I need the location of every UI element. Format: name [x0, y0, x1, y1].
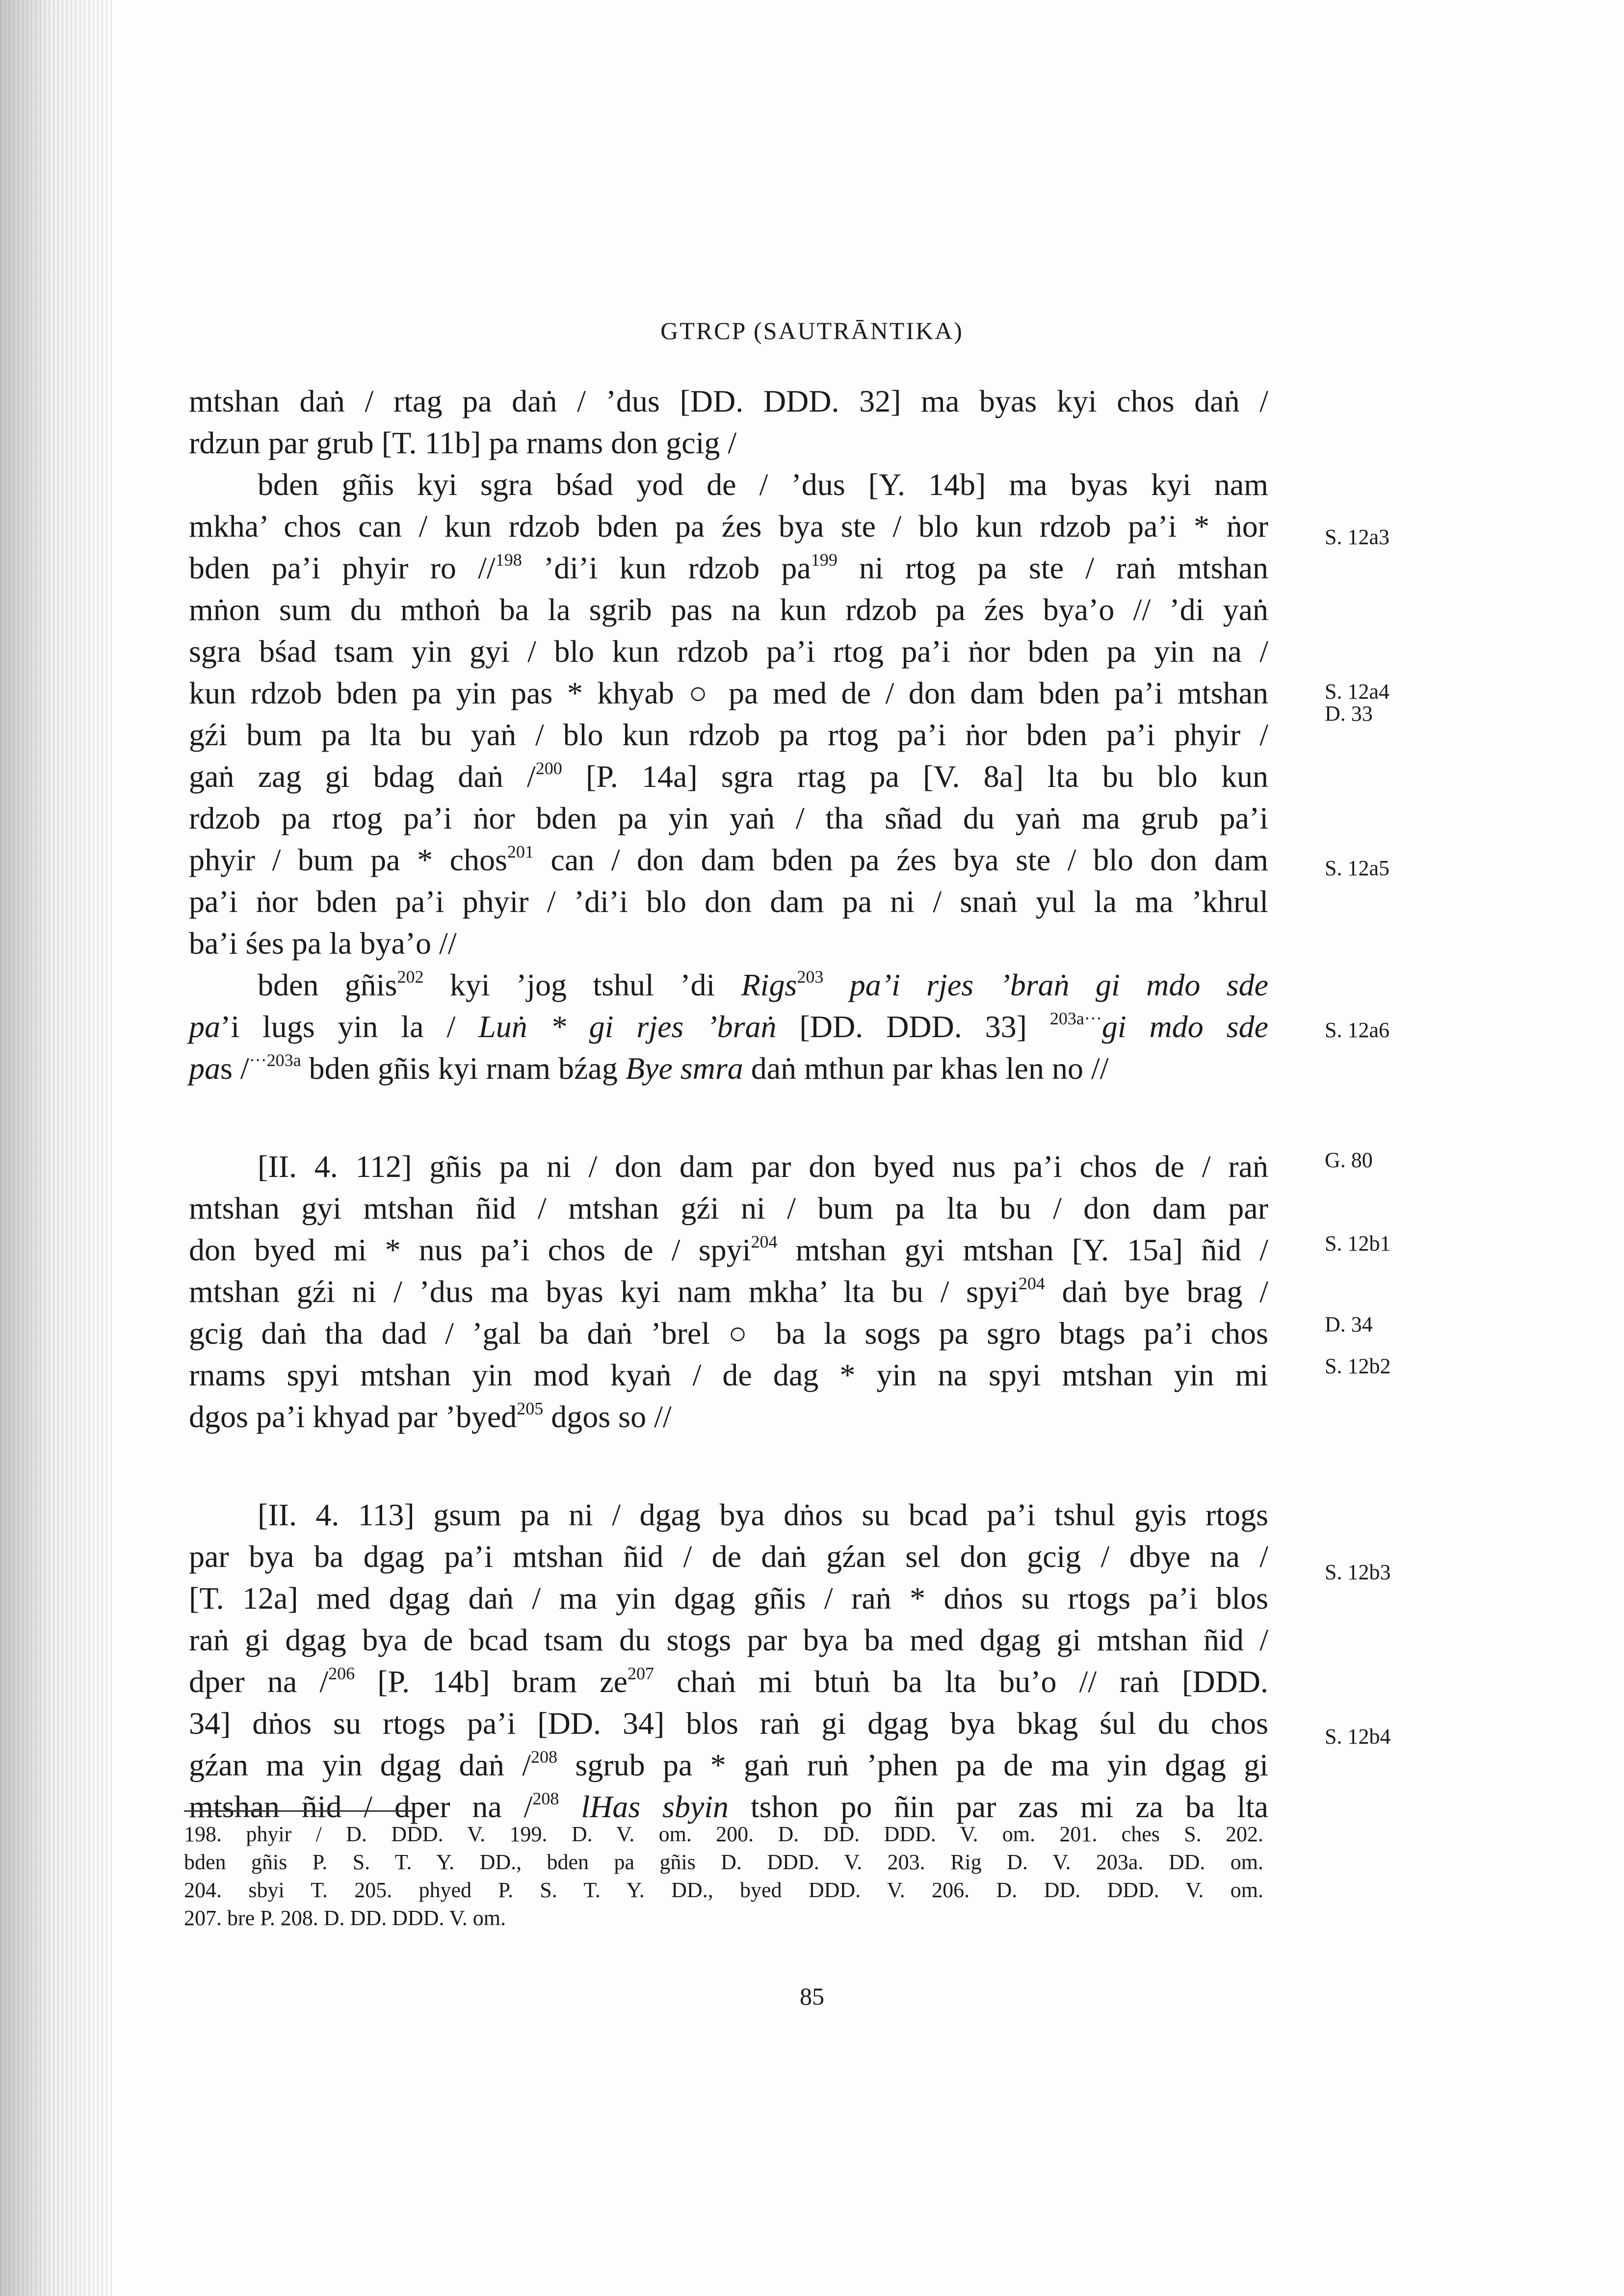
text-span: phyir / bum pa * chos [189, 842, 507, 877]
margin-ref: S. 12b2 [1325, 1354, 1391, 1378]
margin-ref: S. 12a5 [1325, 856, 1389, 880]
footnote-ref: 204 [1018, 1274, 1045, 1293]
footnote-ref: 204 [751, 1232, 778, 1252]
footnote-ref: 199 [811, 550, 838, 570]
text-line: sgra bśad tsam yin gyi / blo kun rdzob pa’i rtog pa’i ṅor bden pa yin na / [189, 634, 1268, 669]
text-span: gźan ma yin dgag daṅ / [189, 1748, 531, 1782]
text-span: tshon po ñin par zas mi za ba lta [729, 1789, 1268, 1824]
margin-ref: S. 12b1 [1325, 1231, 1391, 1255]
text-span: [P. 14b] bram ze [355, 1664, 628, 1699]
text-line [189, 1661, 1268, 1702]
italic-name: lHas sbyin [559, 1789, 729, 1824]
paragraph-gap [189, 1437, 1268, 1494]
text-span: bden gñis [258, 967, 397, 1002]
text-line: mtshan daṅ / rtag pa daṅ / ’dus [DD. DDD. 32] ma byas kyi chos daṅ / [189, 384, 1268, 418]
footnote-line: bden gñis P. S. T. Y. DD., bden pa gñis D. DDD. V. 203. Rig D. V. 203a. DD. om. [184, 1850, 1263, 1874]
footnote-line: 198. phyir / D. DDD. V. 199. D. V. om. 200. D. DD. DDD. V. om. 201. ches S. 202. [184, 1822, 1263, 1846]
text-line: gźi bum pa lta bu yaṅ / blo kun rdzob pa rtog pa’i ṅor bden pa’i phyir / [189, 717, 1268, 752]
text-line: ba’i śes pa la bya’o // [189, 926, 457, 961]
footnote-ref: 201 [507, 842, 534, 861]
text-span: daṅ mthun par khas len no // [743, 1051, 1109, 1086]
text-span: mtshan gyi mtshan [Y. 15a] ñid / [777, 1232, 1269, 1267]
text-line [189, 547, 1268, 589]
text-span: kyi ’jog tshul ’di [423, 967, 741, 1002]
text-line [189, 1006, 1268, 1047]
text-line: gcig daṅ tha dad / ’gal ba daṅ ’brel ○ ba la sogs pa sgro btags pa’i chos [189, 1316, 1268, 1351]
text-line: [II. 4. 113] gsum pa ni / dgag bya dṅos su bcad pa’i tshul gyis rtogs [258, 1497, 1268, 1532]
body-text [189, 380, 1268, 1827]
footnote-ref: ···203a [249, 1050, 301, 1070]
text-span: chaṅ mi btuṅ ba lta bu’o // raṅ [DDD. [654, 1664, 1269, 1699]
footnote-ref: 203 [797, 967, 824, 987]
text-span: mtshan gźi ni / ’dus ma byas kyi nam mkha’ lta bu / spyi [189, 1274, 1019, 1309]
text-span: ’i lugs yin la / [220, 1009, 479, 1044]
italic-title: Bye smra [625, 1051, 743, 1086]
text-line: rnams spyi mtshan yin mod kyaṅ / de dag * yin na spyi mtshan yin mi [189, 1357, 1268, 1392]
margin-ref: G. 80 [1325, 1148, 1373, 1172]
footnote-ref: 208 [531, 1747, 558, 1767]
paragraph-gap [189, 1089, 1268, 1146]
footnote-line: 207. bre P. 208. D. DD. DDD. V. om. [184, 1906, 506, 1930]
text-line: [T. 12a] med dgag daṅ / ma yin dgag gñis / raṅ * dṅos su rtogs pa’i blos [189, 1581, 1268, 1616]
text-line: [II. 4. 112] gñis pa ni / don dam par don byed nus pa’i chos de / raṅ [258, 1149, 1268, 1184]
text-line [189, 1744, 1268, 1786]
text-line [189, 1271, 1268, 1312]
text-line [189, 756, 1268, 797]
text-span: dgos pa’i khyad par ’byed [189, 1399, 517, 1434]
text-line [189, 1229, 1268, 1271]
margin-ref: S. 12a6 [1325, 1018, 1389, 1042]
footnote-ref: 202 [397, 967, 424, 987]
text-line: 34] dṅos su rtogs pa’i [DD. 34] blos raṅ gi dgag bya bkag śul du chos [189, 1706, 1268, 1741]
footnote-ref: 200 [535, 758, 562, 778]
footnote-ref: 208 [532, 1789, 559, 1808]
text-span: daṅ bye brag / [1045, 1274, 1269, 1309]
italic-title: Rigs [741, 967, 797, 1002]
text-line: rdzob pa rtog pa’i ṅor bden pa yin yaṅ / tha sñad du yaṅ ma grub pa’i [189, 801, 1268, 835]
text-line: rdzun par grub [T. 11b] pa rnams don gcig / [189, 425, 737, 460]
text-line [189, 839, 1268, 881]
text-span: don byed mi * nus pa’i chos de / spyi [189, 1232, 751, 1267]
text-line: raṅ gi dgag bya de bcad tsam du stogs par bya ba med dgag gi mtshan ñid / [189, 1622, 1268, 1657]
italic-title: gi mdo sde [1101, 1009, 1269, 1044]
text-span: can / don dam bden pa źes bya ste / blo don dam [533, 842, 1269, 877]
margin-ref: S. 12b4 [1325, 1724, 1391, 1748]
text-line [189, 1396, 1268, 1437]
footnote-ref: 205 [517, 1399, 544, 1418]
footnote-ref: 198 [495, 550, 522, 570]
text-span: [P. 14a] sgra rtag pa [V. 8a] lta bu blo kun [562, 759, 1269, 794]
margin-ref: D. 34 [1325, 1312, 1373, 1336]
text-line: bden gñis kyi sgra bśad yod de / ’dus [Y. 14b] ma byas kyi nam [258, 467, 1268, 502]
text-line: mṅon sum du mthoṅ ba la sgrib pas na kun rdzob pa źes bya’o // ’di yaṅ [189, 592, 1268, 627]
italic-title: pa [189, 1051, 220, 1086]
footnote-ref: 207 [627, 1664, 654, 1683]
text-span: [DD. DDD. 33] [776, 1009, 1050, 1044]
text-line: mkha’ chos can / kun rdzob bden pa źes bya ste / blo kun rdzob pa’i * ṅor [189, 509, 1268, 544]
text-line [189, 964, 1268, 1006]
margin-ref: S. 12a4 [1325, 679, 1389, 704]
margin-ref: S. 12a3 [1325, 525, 1389, 549]
text-span: sgrub pa * gaṅ ruṅ ’phen pa de ma yin dgag gi [557, 1748, 1269, 1782]
italic-title: Luṅ * gi rjes ’braṅ [478, 1009, 777, 1044]
text-span: ’di’i kun rdzob pa [522, 550, 811, 585]
margin-ref: D. 33 [1325, 702, 1373, 726]
footnote-ref: 203a··· [1049, 1009, 1102, 1028]
footnote-ref: 206 [328, 1664, 355, 1683]
footnotes [184, 1820, 1263, 1932]
text-span: bden pa’i phyir ro // [189, 550, 496, 585]
text-line: kun rdzob bden pa yin pas * khyab ○ pa med de / don dam bden pa’i mtshan [189, 676, 1268, 710]
text-line: mtshan gyi mtshan ñid / mtshan gźi ni / bum pa lta bu / don dam par [189, 1191, 1268, 1226]
text-span: s / [220, 1051, 249, 1086]
text-span: ni rtog pa ste / raṅ mtshan [837, 550, 1269, 585]
text-line: par bya ba dgag pa’i mtshan ñid / de daṅ gźan sel don gcig / dbye na / [189, 1539, 1268, 1574]
footnote-rule [184, 1810, 415, 1812]
italic-title: pa [189, 1009, 220, 1044]
page-number: 85 [800, 1983, 824, 2010]
text-line [189, 1047, 1268, 1089]
text-line: pa’i ṅor bden pa’i phyir / ’di’i blo don dam pa ni / snaṅ yul la ma ’khrul [189, 884, 1268, 919]
footnote-line: 204. sbyi T. 205. phyed P. S. T. Y. DD., byed DDD. V. 206. D. DD. DDD. V. om. [184, 1878, 1263, 1902]
italic-title: pa’i rjes ’braṅ gi mdo sde [823, 967, 1269, 1002]
text-span: bden gñis kyi rnam bźag [301, 1051, 626, 1086]
text-span: dgos so // [543, 1399, 672, 1434]
text-span: dper na / [189, 1664, 329, 1699]
margin-ref: S. 12b3 [1325, 1560, 1391, 1584]
running-head: GTRCP (SAUTRĀNTIKA) [660, 317, 964, 344]
text-span: mtshan ñid / dper na / [189, 1789, 533, 1824]
text-span: gaṅ zag gi bdag daṅ / [189, 759, 536, 794]
